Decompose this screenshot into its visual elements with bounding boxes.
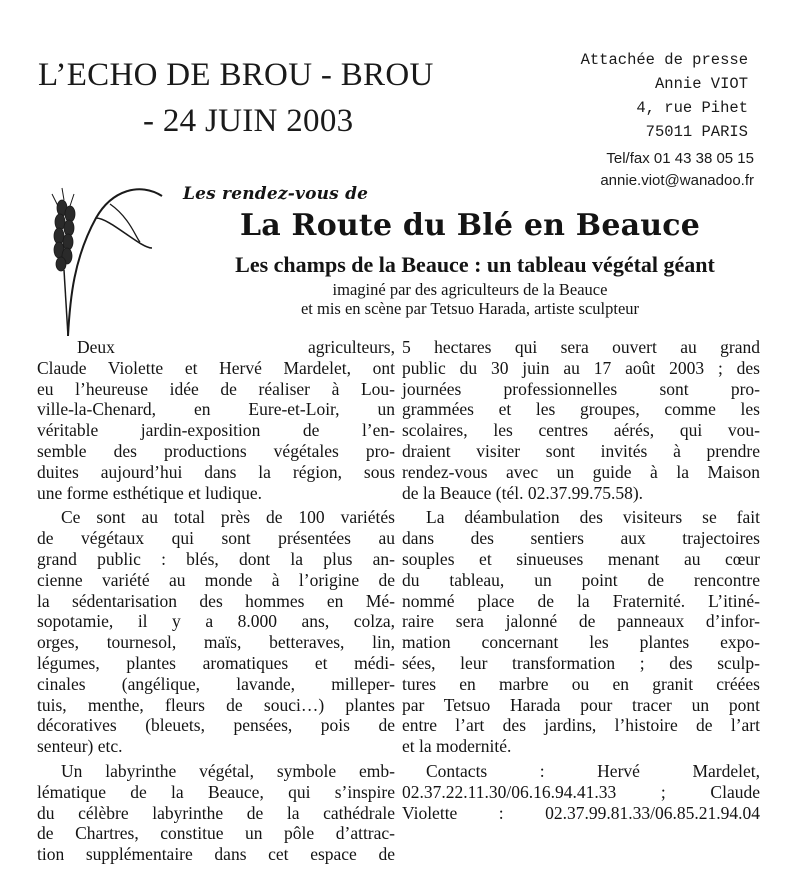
article-line: lématique de la Beauce, qui s’inspire	[37, 781, 395, 802]
publication-date: - 24 JUIN 2003	[143, 103, 354, 139]
article-line: Contacts : Hervé Mardelet,	[426, 760, 760, 781]
press-line: 75011 PARIS	[645, 123, 748, 141]
article-line: et la modernité.	[402, 736, 512, 757]
article-line: Claude Violette et Hervé Mardelet, ont	[37, 357, 395, 378]
publication-header	[38, 52, 508, 144]
contact-block	[530, 148, 754, 192]
article-line: journées professionnelles sont pro-	[402, 378, 760, 399]
article-line: grand public : blés, dont la plus an-	[37, 548, 395, 569]
article-line: eu l’heureuse idée de réaliser à Lou-	[37, 378, 395, 399]
article-intro	[200, 280, 740, 318]
article-line: dans des sentiers aux trajectoires	[402, 528, 760, 549]
article-line: cienne variété au monde à l’origine de	[37, 569, 395, 590]
article-subhead: Les champs de la Beauce : un tableau végétal géant	[235, 252, 715, 277]
article-column-left	[37, 337, 395, 865]
article-line: de Chartres, constitue un pôle d’attrac-	[37, 823, 395, 844]
article-line: ville-la-Chenard, en Eure-et-Loir, un	[37, 399, 395, 420]
press-line: Attachée de presse	[580, 51, 748, 69]
article-line: Violette : 02.37.99.81.33/06.85.21.94.04	[402, 802, 760, 823]
article-line: sopotamie, il y a 8.000 ans, colza,	[37, 611, 395, 632]
article-line: Un labyrinthe végétal, symbole emb-	[61, 760, 395, 781]
publication-title: L’ECHO DE BROU - BROU	[38, 57, 434, 93]
article-line: véritable jardin-exposition de l’en-	[37, 420, 395, 441]
article-line: draient visiter sont invités à prendre	[402, 440, 760, 461]
article-line: cinales (angélique, lavande, milleper-	[37, 673, 395, 694]
article-headline: La Route du Blé en Beauce	[239, 208, 701, 243]
article-line: légumes, plantes aromatiques et médi-	[37, 652, 395, 673]
article-line: duites aujourd’hui dans la région, sous	[37, 461, 395, 482]
article-line: du tableau, un point de rencontre	[402, 569, 760, 590]
wheat-icon	[40, 178, 190, 338]
press-line: Annie VIOT	[654, 75, 748, 93]
article-line: entre l’art des jardins, l’histoire de l’art	[402, 715, 760, 736]
article-line: du célèbre labyrinthe de la cathédrale	[37, 802, 395, 823]
article-line: tion supplémentaire dans cet espace de	[37, 844, 395, 865]
intro-line: imaginé par des agriculteurs de la Beauce	[332, 280, 608, 299]
article-column-right	[402, 337, 760, 823]
article-line: public du 30 juin au 17 août 2003 ; des	[402, 357, 760, 378]
article-line: Ce sont au total près de 100 variétés	[61, 507, 395, 528]
article-line: raire sera jalonné de panneaux d’infor-	[402, 611, 760, 632]
article-line: décoratives (bleuets, pensées, pois de	[37, 715, 395, 736]
article-line: Deux agriculteurs,	[77, 337, 395, 357]
article-line: semble des productions végétales pro-	[37, 440, 395, 461]
article-line: La déambulation des visiteurs se fait	[426, 507, 760, 528]
article-line: souples et sinueuses menant au cœur	[402, 548, 760, 569]
press-line: 4, rue Pihet	[636, 99, 748, 117]
article-line: orges, tournesol, maïs, betteraves, lin,	[37, 632, 395, 653]
article-line: de végétaux qui sont présentées au	[37, 528, 395, 549]
article-line: grammées et les groupes, comme les	[402, 399, 760, 420]
article-line: tuis, menthe, fleurs de souci…) plantes	[37, 694, 395, 715]
article-line: 5 hectares qui sera ouvert au grand	[402, 337, 760, 357]
article-kicker: Les rendez-vous de	[183, 184, 369, 204]
phone-fax: Tel/fax 01 43 38 05 15	[606, 150, 754, 167]
article-line: sées, leur transformation ; des sculp-	[402, 652, 760, 673]
article-line: par Tetsuo Harada pour tracer un pont	[402, 694, 760, 715]
intro-line: et mis en scène par Tetsuo Harada, artiste sculpteur	[300, 299, 640, 318]
article-line: senteur) etc.	[37, 736, 123, 757]
article-line: rendez-vous avec un guide à la Maison	[402, 461, 760, 482]
article-line: la sédentarisation des hommes en Mé-	[37, 590, 395, 611]
article-line: scolaires, les centres aérés, qui vou-	[402, 420, 760, 441]
article-line: de la Beauce (tél. 02.37.99.75.58).	[402, 482, 644, 503]
article-line: une forme esthétique et ludique.	[37, 482, 262, 503]
article-line: nommé place de la Fraternité. L’itiné-	[402, 590, 760, 611]
article-line: mation concernant les plantes expo-	[402, 632, 760, 653]
article-line: tures en marbre ou en granit créées	[402, 673, 760, 694]
email-address: annie.viot@wanadoo.fr	[600, 172, 754, 189]
press-contact-block	[530, 48, 748, 144]
article-line: 02.37.22.11.30/06.16.94.41.33 ; Claude	[402, 781, 760, 802]
